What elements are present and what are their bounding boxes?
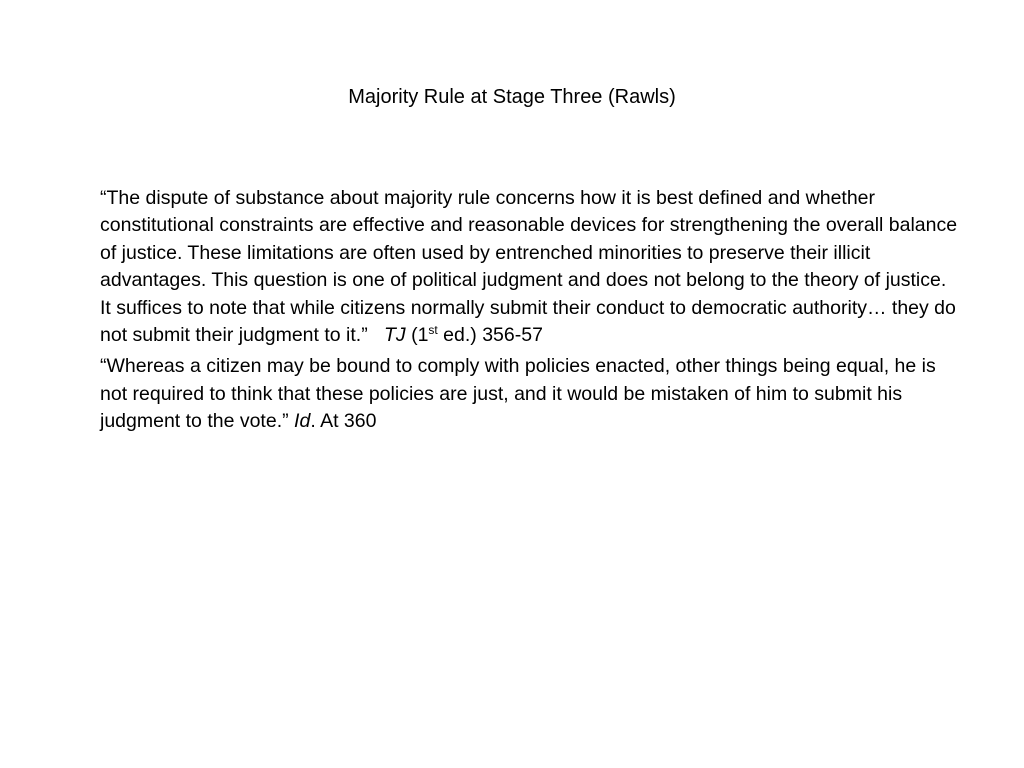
quote-text-1: “The dispute of substance about majority rule concerns how it is best defined and whether constitutional constraints are effective and reasonable devices for strengthening the overall balance of justice. These limitations are often used by entrenched minorities to preserve their illicit advantages. This question is one of political judgment and does not belong to the theory of justice. It suffices to note that while citizens normally submit their conduct to democratic authority… they do not submit their judgment to it.” [100,187,958,347]
citation-title-1: TJ [383,324,406,347]
citation-open-1: (1 [405,324,429,347]
quote-paragraph-2 [100,353,962,435]
slide-body [100,185,962,440]
citation-title-2: Id [294,410,311,433]
quote-paragraph-1 [100,185,962,349]
slide-title: Majority Rule at Stage Three (Rawls) [348,86,676,108]
citation-rest-1: ed.) 356-57 [437,324,543,347]
quote-text-2: “Whereas a citizen may be bound to comply with policies enacted, other things being equal, he is not required to think that these policies are just, and it would be mistaken of him to submit his judgment to the vote.” [100,355,936,433]
citation-superscript-1: st [428,323,438,338]
citation-rest-2: . At 360 [310,410,377,433]
